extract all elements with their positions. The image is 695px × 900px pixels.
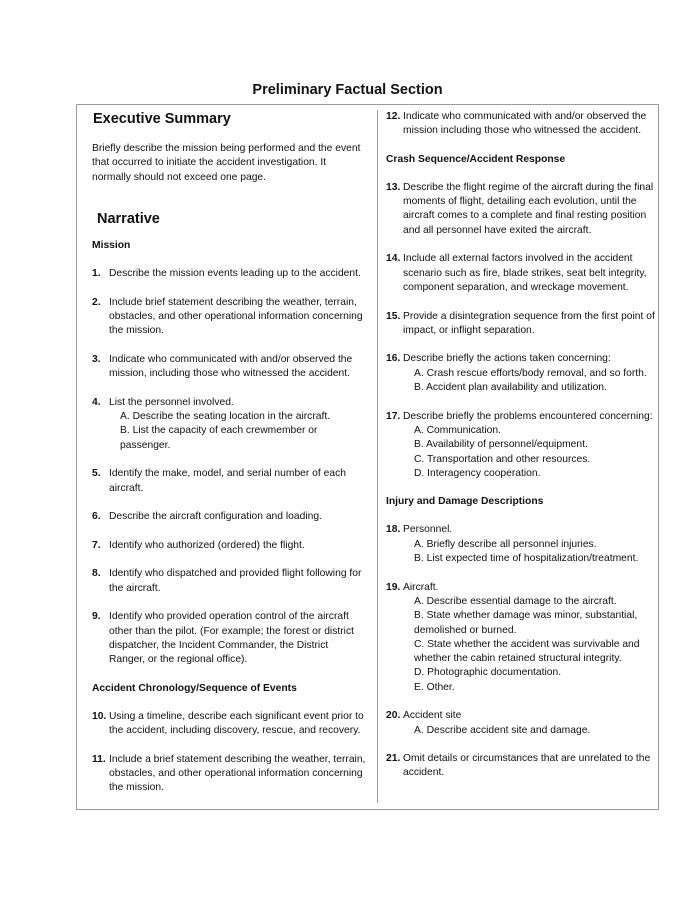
item-text: Indicate who communicated with and/or observed the mission, including those who witnessed the accident. [109,353,353,380]
item-number: 9. [92,611,101,623]
item-number: 7. [92,539,101,551]
sub-item: E. Other. [414,681,455,693]
crash-sequence-list [386,181,656,481]
sub-item: B. List the capacity of each crewmember or passenger. [120,425,318,451]
item-number: 18. [386,524,401,536]
chronology-list [92,710,367,796]
item-number: 8. [92,568,101,580]
list-item [386,709,656,738]
injury-damage-heading: Injury and Damage Descriptions [386,496,544,508]
list-item [92,353,367,382]
item-text: List the personnel involved. [109,396,234,408]
item-text: Include all external factors involved in the accident scenario such as fire, blade strikes, seat belt integrity, component separation, and wreckage movement. [403,253,647,293]
item-number: 19. [386,581,401,593]
list-item [386,410,656,481]
item-text: Describe briefly the actions taken concerning: [403,353,611,365]
item-text: Describe the mission events leading up to the accident. [109,268,361,280]
item-number: 4. [92,396,101,408]
column-divider [377,110,378,803]
list-item [92,753,367,796]
item-number: 14. [386,253,401,265]
list-item [386,752,656,781]
list-item [92,267,367,281]
sub-item: D. Interagency cooperation. [414,467,541,479]
sub-item: A. Describe essential damage to the aircraft. [414,595,617,607]
item-text: Accident site [403,710,462,722]
sub-item: C. State whether the accident was survivable and whether the cabin retained structural integrity. [414,638,640,665]
item-text: Identify who provided operation control of the aircraft other than the pilot. (For example; the forest or district dispatcher, the Incident Commander, the District Ranger, or the regional office). [109,611,354,666]
item-number: 17. [386,410,401,422]
injury-damage-list [386,523,656,780]
item-number: 20. [386,710,401,722]
sub-item: D. Photographic documentation. [414,667,562,679]
sub-item: B. Accident plan availability and utilization. [414,382,607,394]
list-item [386,523,656,566]
list-item [386,252,656,295]
item-text: Describe the aircraft configuration and loading. [109,511,322,523]
narrative-heading: Narrative [97,210,160,227]
list-item [92,296,367,339]
item-number: 16. [386,353,401,365]
list-item [92,567,367,596]
list-item [386,181,656,238]
sub-item: B. List expected time of hospitalization/treatment. [414,553,639,565]
item-number: 10. [92,710,107,722]
executive-summary-text: Briefly describe the mission being performed and the event that occurred to initiate the accident investigation. It normally should not exceed one page. [92,143,361,183]
item-number: 13. [386,181,401,193]
item-text: Identify the make, model, and serial number of each aircraft. [109,468,346,494]
crash-sequence-heading: Crash Sequence/Accident Response [386,153,566,165]
list-item [386,352,656,395]
sub-item: B. Availability of personnel/equipment. [414,439,588,451]
item-text: Include a brief statement describing the weather, terrain, obstacles, and other operational information concerning the mission. [109,753,366,794]
item-text: Identify who authorized (ordered) the flight. [109,539,305,551]
mission-heading: Mission [92,239,131,251]
item-text: Identify who dispatched and provided flight following for the aircraft. [109,568,362,594]
list-item [92,396,367,453]
item-text: Describe briefly the problems encountered concerning: [403,410,653,422]
sub-item: A. Describe the seating location in the aircraft. [120,411,331,423]
item-text: Provide a disintegration sequence from the first point of impact, or inflight separation. [403,310,655,336]
item-number: 1. [92,268,101,280]
sub-item: A. Briefly describe all personnel injuries. [414,538,597,550]
item-number: 11. [92,753,106,765]
list-item [92,467,367,496]
item-text: Describe the flight regime of the aircraft during the final moments of flight, detailing each evolution, until the aircraft comes to a complete and final resting position and all personnel have exited the aircraft. [403,181,654,236]
accident-chronology-heading: Accident Chronology/Sequence of Events [92,682,297,694]
communication-list [386,110,656,139]
left-column [92,110,367,796]
list-item [92,610,367,667]
item-number: 15. [386,310,401,322]
list-item [92,710,367,739]
executive-summary-heading: Executive Summary [93,111,231,127]
item-number: 3. [92,353,101,365]
sub-item: A. Describe accident site and damage. [414,724,591,736]
item-number: 12. [386,111,401,122]
sub-item: A. Communication. [414,424,501,436]
item-text: Indicate who communicated with and/or observed the mission including those who witnessed the accident. [403,111,647,137]
item-text: Aircraft. [403,581,439,593]
sub-item: C. Transportation and other resources. [414,453,591,465]
item-number: 21. [386,753,401,765]
sub-item: B. State whether damage was minor, substantial, demolished or burned. [414,610,638,636]
right-column [386,110,656,781]
item-number: 2. [92,296,101,308]
sub-item: A. Crash rescue efforts/body removal, and so forth. [414,367,647,379]
item-number: 5. [92,468,101,480]
list-item [386,581,656,695]
list-item [386,110,656,139]
item-text: Omit details or circumstances that are unrelated to the accident. [403,753,651,779]
item-number: 6. [92,511,101,523]
list-item [92,510,367,524]
item-text: Personnel. [403,524,453,536]
list-item [92,539,367,553]
mission-list [92,267,367,667]
page-title: Preliminary Factual Section [252,82,443,98]
item-text: Include brief statement describing the weather, terrain, obstacles, and other operational information concerning the mission. [109,296,363,337]
item-text: Using a timeline, describe each significant event prior to the accident, including discovery, rescue, and recovery. [109,710,364,737]
list-item [386,310,656,339]
